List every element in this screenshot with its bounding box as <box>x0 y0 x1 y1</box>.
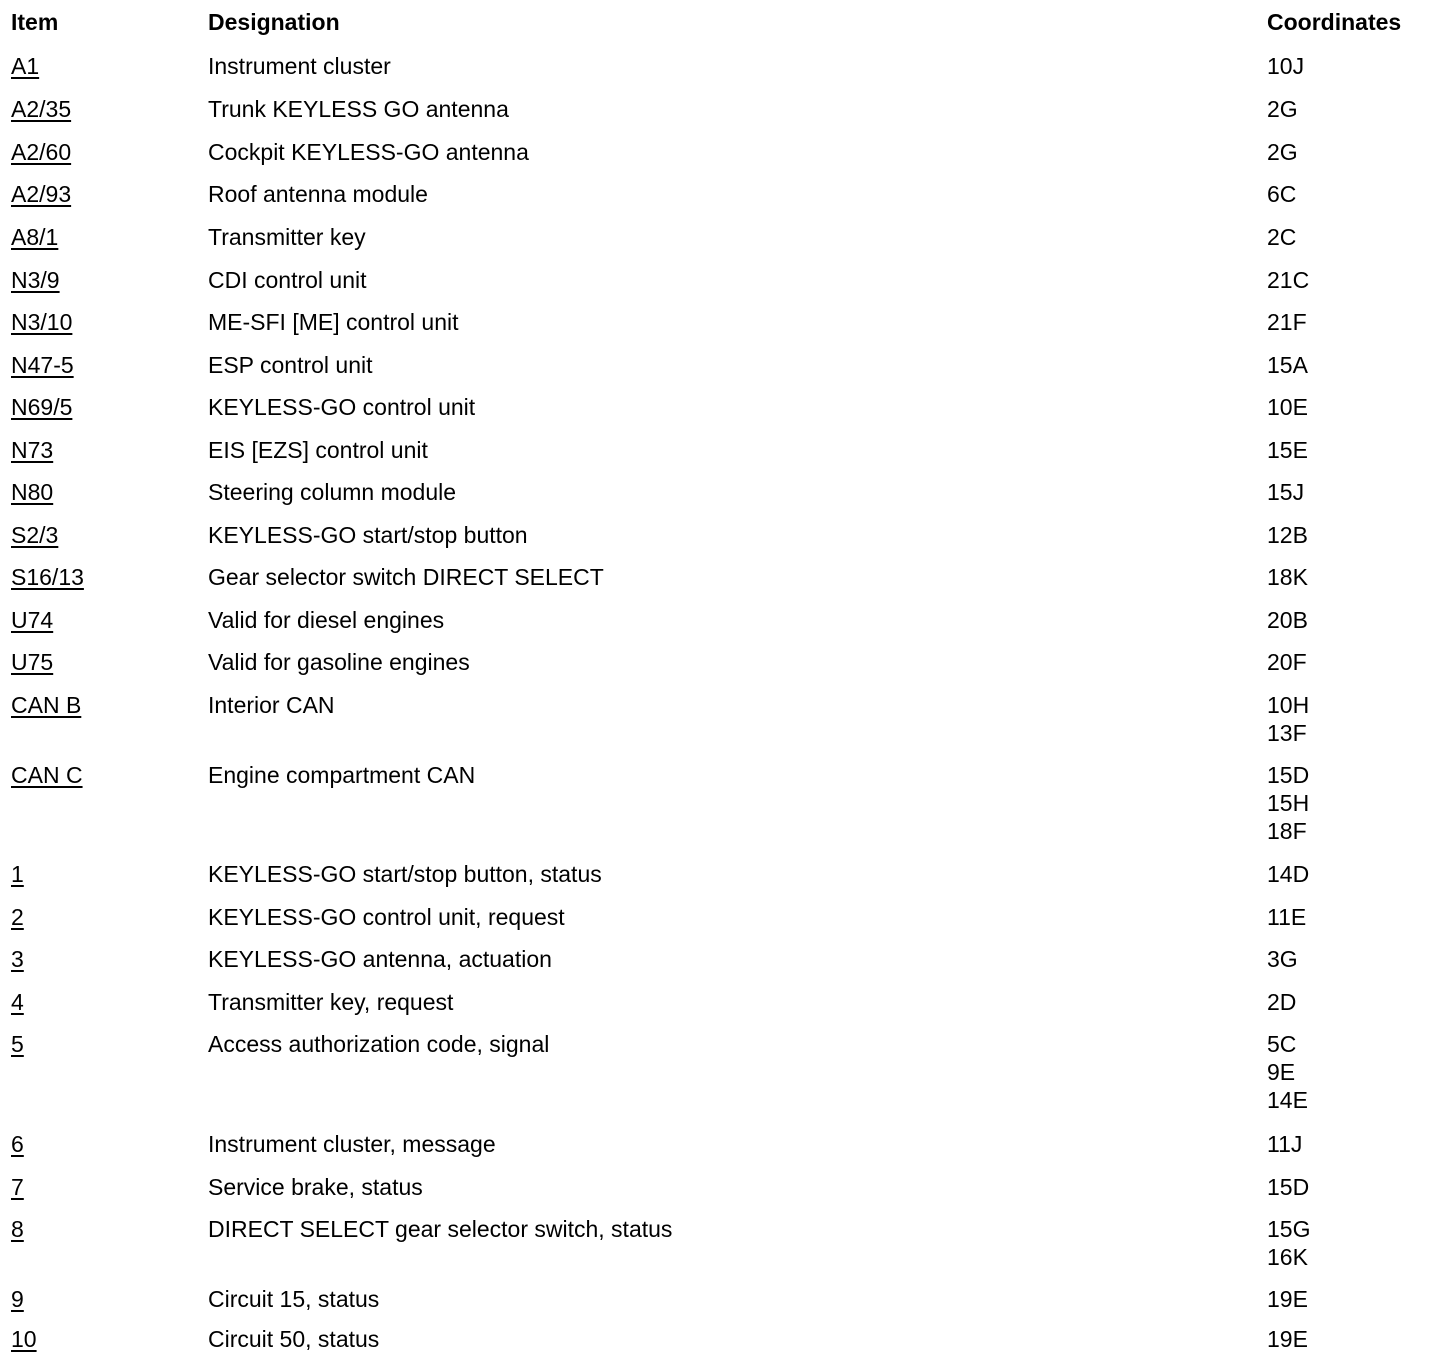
designation-cell: KEYLESS-GO start/stop button <box>208 522 528 548</box>
table-row <box>0 1164 1440 1206</box>
coordinates-cell <box>1267 606 1440 634</box>
designation-cell: Instrument cluster <box>208 53 391 79</box>
item-cell <box>0 691 208 719</box>
coordinate-value: 15E <box>1267 437 1308 463</box>
item-link[interactable]: 10 <box>11 1326 37 1352</box>
item-cell <box>0 1173 208 1201</box>
item-cell <box>0 521 208 549</box>
designation-cell: Instrument cluster, message <box>208 1131 496 1157</box>
coordinate-value: 5C <box>1267 1031 1297 1057</box>
coordinates-cell <box>1267 393 1440 421</box>
coordinates-cell <box>1267 1130 1440 1158</box>
item-link[interactable]: 2 <box>11 904 24 930</box>
designation-cell: KEYLESS-GO antenna, actuation <box>208 946 552 972</box>
table-row <box>0 682 1440 752</box>
coordinate-value: 20B <box>1267 607 1308 633</box>
item-link[interactable]: 6 <box>11 1131 24 1157</box>
table-row <box>0 851 1440 894</box>
item-link[interactable]: CAN C <box>11 762 83 788</box>
item-cell <box>0 945 208 973</box>
item-link[interactable]: A8/1 <box>11 224 59 250</box>
item-cell <box>0 95 208 123</box>
table-row <box>0 427 1440 469</box>
coordinate-value: 15H <box>1267 790 1310 816</box>
table-row <box>0 171 1440 214</box>
designation-cell: EIS [EZS] control unit <box>208 437 428 463</box>
table-row <box>0 752 1440 851</box>
item-link[interactable]: U74 <box>11 607 54 633</box>
designation-cell: Access authorization code, signal <box>208 1031 550 1057</box>
coordinates-cell <box>1267 860 1440 888</box>
designation-cell: Roof antenna module <box>208 181 428 207</box>
item-link[interactable]: S16/13 <box>11 564 84 590</box>
header-coordinates: Coordinates <box>1267 9 1402 35</box>
designation-cell: DIRECT SELECT gear selector switch, status <box>208 1216 673 1242</box>
table-row <box>0 129 1440 171</box>
item-cell <box>0 351 208 379</box>
coordinate-value: 10J <box>1267 53 1305 79</box>
coordinate-value: 11E <box>1267 904 1307 930</box>
designation-cell: Trunk KEYLESS GO antenna <box>208 96 509 122</box>
coordinate-value: 11J <box>1267 1131 1303 1157</box>
item-cell <box>0 436 208 464</box>
table-row <box>0 554 1440 597</box>
coordinates-cell <box>1267 761 1440 845</box>
table-row <box>0 1121 1440 1164</box>
coordinate-value: 2C <box>1267 224 1297 250</box>
coordinates-cell <box>1267 1173 1440 1201</box>
coordinates-cell <box>1267 1285 1440 1313</box>
table-row <box>0 1021 1440 1121</box>
table-row <box>0 639 1440 682</box>
coordinates-cell <box>1267 563 1440 591</box>
coordinate-value: 19E <box>1267 1286 1308 1312</box>
item-link[interactable]: N69/5 <box>11 394 73 420</box>
coordinate-value: 10E <box>1267 394 1308 420</box>
coordinate-value: 3G <box>1267 946 1298 972</box>
item-cell <box>0 478 208 506</box>
table-row <box>0 512 1440 554</box>
designation-cell: Gear selector switch DIRECT SELECT <box>208 564 604 590</box>
coordinate-value: 21C <box>1267 267 1310 293</box>
header-designation: Designation <box>208 9 340 35</box>
coordinate-value: 15D <box>1267 762 1310 788</box>
item-cell <box>0 903 208 931</box>
designation-cell: Circuit 50, status <box>208 1326 380 1352</box>
coordinate-value: 21F <box>1267 309 1307 335</box>
header-item: Item <box>11 9 59 35</box>
coordinates-cell <box>1267 351 1440 379</box>
item-link[interactable]: 5 <box>11 1031 24 1057</box>
item-cell <box>0 1030 208 1058</box>
table-row <box>0 469 1440 512</box>
table-row <box>0 384 1440 427</box>
coordinates-cell <box>1267 95 1440 123</box>
coordinates-cell <box>1267 691 1440 747</box>
item-link[interactable]: 8 <box>11 1216 24 1242</box>
table-row <box>0 597 1440 639</box>
coordinates-cell <box>1267 521 1440 549</box>
item-link[interactable]: S2/3 <box>11 522 59 548</box>
item-link[interactable]: N73 <box>11 437 54 463</box>
table-row <box>0 979 1440 1021</box>
table-row <box>0 1206 1440 1276</box>
item-cell <box>0 988 208 1016</box>
coordinate-value: 2G <box>1267 139 1298 165</box>
coordinates-cell <box>1267 223 1440 251</box>
table-row <box>0 86 1440 129</box>
designation-cell: KEYLESS-GO control unit <box>208 394 476 420</box>
item-cell <box>0 761 208 789</box>
coordinate-value: 2D <box>1267 989 1297 1015</box>
table-row <box>0 1316 1440 1356</box>
coordinate-value: 15D <box>1267 1174 1310 1200</box>
item-link[interactable]: N47-5 <box>11 352 74 378</box>
item-link[interactable]: 4 <box>11 989 24 1015</box>
designation-cell: Engine compartment CAN <box>208 762 476 788</box>
item-link[interactable]: 7 <box>11 1174 24 1200</box>
coordinates-cell <box>1267 52 1440 80</box>
coordinate-value: 15G <box>1267 1216 1311 1242</box>
item-cell <box>0 648 208 676</box>
item-cell <box>0 1285 208 1313</box>
item-cell <box>0 393 208 421</box>
designation-cell: ME-SFI [ME] control unit <box>208 309 459 335</box>
coordinate-value: 20F <box>1267 649 1307 675</box>
coordinate-value: 13F <box>1267 720 1307 746</box>
item-link[interactable]: A2/60 <box>11 139 72 165</box>
coordinates-cell <box>1267 1215 1440 1271</box>
coordinates-cell <box>1267 436 1440 464</box>
designation-cell: Service brake, status <box>208 1174 423 1200</box>
coordinate-value: 16K <box>1267 1244 1308 1270</box>
coordinates-cell <box>1267 648 1440 676</box>
designation-cell: Valid for gasoline engines <box>208 649 470 675</box>
table-body <box>0 43 1440 1356</box>
item-link[interactable]: A2/35 <box>11 96 72 122</box>
item-link[interactable]: 3 <box>11 946 24 972</box>
table-row <box>0 43 1440 86</box>
designation-cell: CDI control unit <box>208 267 367 293</box>
coordinates-cell <box>1267 180 1440 208</box>
coordinates-cell <box>1267 988 1440 1016</box>
coordinates-cell <box>1267 266 1440 294</box>
coordinate-value: 9E <box>1267 1059 1296 1085</box>
coordinates-cell <box>1267 478 1440 506</box>
coordinate-value: 18K <box>1267 564 1308 590</box>
coordinate-value: 19E <box>1267 1326 1308 1352</box>
designation-cell: KEYLESS-GO start/stop button, status <box>208 861 602 887</box>
coordinate-value: 10H <box>1267 692 1310 718</box>
item-link[interactable]: N3/10 <box>11 309 73 335</box>
designation-cell: Valid for diesel engines <box>208 607 445 633</box>
table-row <box>0 1276 1440 1316</box>
coordinates-cell <box>1267 138 1440 166</box>
designation-cell: Steering column module <box>208 479 457 505</box>
coordinate-value: 15A <box>1267 352 1308 378</box>
coordinate-value: 14E <box>1267 1087 1308 1113</box>
coordinates-cell <box>1267 1030 1440 1114</box>
table-row <box>0 894 1440 936</box>
designation-cell: Transmitter key <box>208 224 366 250</box>
coordinate-value: 12B <box>1267 522 1308 548</box>
item-link[interactable]: N80 <box>11 479 54 505</box>
item-cell <box>0 1130 208 1158</box>
item-link[interactable]: A1 <box>11 53 40 79</box>
table-row <box>0 342 1440 384</box>
item-cell <box>0 1325 208 1353</box>
item-cell <box>0 138 208 166</box>
item-cell <box>0 223 208 251</box>
item-cell <box>0 308 208 336</box>
coordinate-value: 2G <box>1267 96 1298 122</box>
designation-cell: Circuit 15, status <box>208 1286 380 1312</box>
designation-cell: Interior CAN <box>208 692 335 718</box>
coordinate-value: 15J <box>1267 479 1305 505</box>
item-cell <box>0 52 208 80</box>
coordinate-value: 18F <box>1267 818 1307 844</box>
item-cell <box>0 860 208 888</box>
item-cell <box>0 563 208 591</box>
item-link[interactable]: U75 <box>11 649 54 675</box>
coordinates-cell <box>1267 945 1440 973</box>
item-cell <box>0 1215 208 1243</box>
table-row <box>0 257 1440 299</box>
item-link[interactable]: A2/93 <box>11 181 72 207</box>
coordinates-cell <box>1267 308 1440 336</box>
item-cell <box>0 266 208 294</box>
coordinates-cell <box>1267 1325 1440 1353</box>
item-cell <box>0 180 208 208</box>
coordinate-value: 14D <box>1267 861 1310 887</box>
item-link[interactable]: N3/9 <box>11 267 60 293</box>
table-row <box>0 936 1440 979</box>
item-link[interactable]: CAN B <box>11 692 82 718</box>
designation-cell: Cockpit KEYLESS-GO antenna <box>208 139 529 165</box>
coordinate-value: 6C <box>1267 181 1297 207</box>
item-link[interactable]: 1 <box>11 861 24 887</box>
item-link[interactable]: 9 <box>11 1286 24 1312</box>
item-cell <box>0 606 208 634</box>
designation-cell: ESP control unit <box>208 352 373 378</box>
designation-cell: KEYLESS-GO control unit, request <box>208 904 565 930</box>
table-row <box>0 214 1440 257</box>
designation-cell: Transmitter key, request <box>208 989 454 1015</box>
coordinates-cell <box>1267 903 1440 931</box>
table-row <box>0 299 1440 342</box>
table-header <box>0 0 1440 43</box>
